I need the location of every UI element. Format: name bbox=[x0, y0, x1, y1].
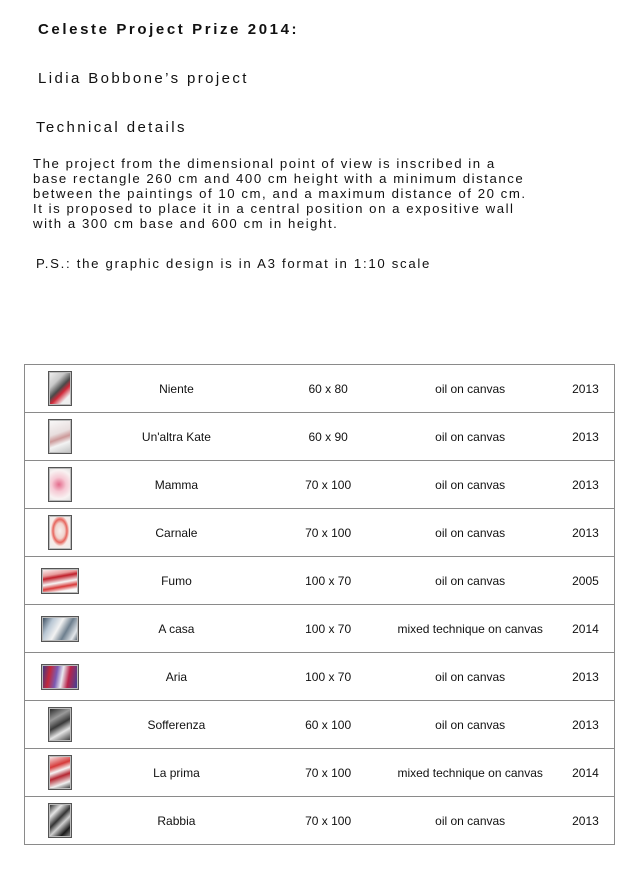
work-year: 2013 bbox=[543, 365, 615, 413]
work-year: 2013 bbox=[543, 413, 615, 461]
work-year: 2013 bbox=[543, 509, 615, 557]
work-size: 100 x 70 bbox=[259, 653, 398, 701]
work-technique: oil on canvas bbox=[397, 653, 542, 701]
work-technique: mixed technique on canvas bbox=[397, 605, 542, 653]
work-technique: oil on canvas bbox=[397, 365, 542, 413]
work-year: 2014 bbox=[543, 605, 615, 653]
work-title: Fumo bbox=[94, 557, 259, 605]
table-row bbox=[25, 653, 615, 701]
work-year: 2013 bbox=[543, 653, 615, 701]
work-size: 60 x 100 bbox=[259, 701, 398, 749]
description-paragraph bbox=[33, 156, 623, 231]
work-year: 2013 bbox=[543, 701, 615, 749]
project-title: Lidia Bobbone’s project bbox=[38, 70, 249, 87]
description-line: with a 300 cm base and 600 cm in height. bbox=[33, 216, 339, 231]
work-technique: oil on canvas bbox=[397, 557, 542, 605]
work-year: 2014 bbox=[543, 749, 615, 797]
table-row bbox=[25, 701, 615, 749]
painting-thumbnail bbox=[48, 755, 72, 790]
work-size: 60 x 90 bbox=[259, 413, 398, 461]
table-row bbox=[25, 413, 615, 461]
work-technique: oil on canvas bbox=[397, 461, 542, 509]
prize-title: Celeste Project Prize 2014: bbox=[38, 21, 300, 38]
work-size: 70 x 100 bbox=[259, 797, 398, 845]
painting-thumbnail bbox=[48, 515, 72, 550]
table-row bbox=[25, 797, 615, 845]
table-row bbox=[25, 461, 615, 509]
work-title: A casa bbox=[94, 605, 259, 653]
table-row bbox=[25, 557, 615, 605]
painting-thumbnail bbox=[48, 707, 72, 742]
painting-thumbnail bbox=[41, 616, 79, 642]
work-title: Niente bbox=[94, 365, 259, 413]
description-line: base rectangle 260 cm and 400 cm height with a minimum distance bbox=[33, 171, 525, 186]
work-technique: oil on canvas bbox=[397, 413, 542, 461]
description-line: The project from the dimensional point of view is inscribed in a bbox=[33, 156, 496, 171]
work-size: 70 x 100 bbox=[259, 461, 398, 509]
work-size: 100 x 70 bbox=[259, 605, 398, 653]
description-line: between the paintings of 10 cm, and a maximum distance of 20 cm. bbox=[33, 186, 527, 201]
works-table bbox=[24, 364, 615, 845]
table-row bbox=[25, 509, 615, 557]
painting-thumbnail bbox=[41, 664, 79, 690]
work-year: 2013 bbox=[543, 461, 615, 509]
work-size: 70 x 100 bbox=[259, 749, 398, 797]
work-title: Sofferenza bbox=[94, 701, 259, 749]
table-row bbox=[25, 365, 615, 413]
postscript-note: P.S.: the graphic design is in A3 format in 1:10 scale bbox=[36, 256, 432, 271]
work-technique: mixed technique on canvas bbox=[397, 749, 542, 797]
work-technique: oil on canvas bbox=[397, 797, 542, 845]
table-row bbox=[25, 605, 615, 653]
painting-thumbnail bbox=[48, 419, 72, 454]
work-technique: oil on canvas bbox=[397, 701, 542, 749]
painting-thumbnail bbox=[41, 568, 79, 594]
painting-thumbnail bbox=[48, 467, 72, 502]
painting-thumbnail bbox=[48, 371, 72, 406]
description-line: It is proposed to place it in a central position on a expositive wall bbox=[33, 201, 515, 216]
work-year: 2005 bbox=[543, 557, 615, 605]
work-title: Rabbia bbox=[94, 797, 259, 845]
work-size: 60 x 80 bbox=[259, 365, 398, 413]
work-title: Un'altra Kate bbox=[94, 413, 259, 461]
work-technique: oil on canvas bbox=[397, 509, 542, 557]
work-title: Aria bbox=[94, 653, 259, 701]
work-year: 2013 bbox=[543, 797, 615, 845]
work-title: Mamma bbox=[94, 461, 259, 509]
work-size: 100 x 70 bbox=[259, 557, 398, 605]
work-size: 70 x 100 bbox=[259, 509, 398, 557]
painting-thumbnail bbox=[48, 803, 72, 838]
table-row bbox=[25, 749, 615, 797]
work-title: La prima bbox=[94, 749, 259, 797]
work-title: Carnale bbox=[94, 509, 259, 557]
section-heading: Technical details bbox=[36, 119, 187, 136]
